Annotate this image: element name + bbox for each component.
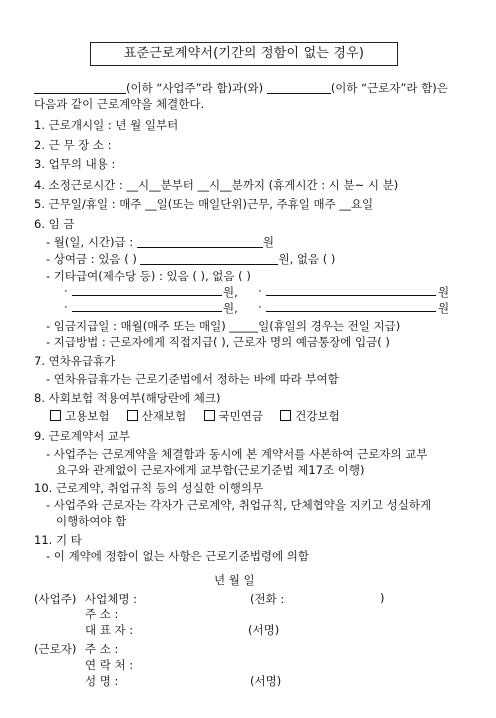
representative-field[interactable]: 대 표 자 : <box>85 623 134 637</box>
other-pay-blank-2[interactable] <box>266 283 436 296</box>
wage-blank[interactable] <box>137 235 263 248</box>
section-9-body-1: - 사업주는 근로계약을 체결함과 동시에 본 계약서를 사본하여 근로자의 교부 <box>46 447 428 461</box>
bullet: · <box>258 284 262 298</box>
other-pay-line: - 기타급여(제수당 등) : 있음 ( ), 없음 ( ) <box>46 269 251 283</box>
other-pay-blank-1[interactable] <box>72 283 222 296</box>
section-10-body-1: - 사업주와 근로자는 각자가 근로계약, 취업규칙, 단체협약을 지키고 성실하게 <box>46 498 432 512</box>
section-9-body-2: 요구와 관계없이 근로자에게 교부함(근로기준법 제17조 이행) <box>56 463 365 477</box>
payday-line: - 임금지급일 : 매월(매주 또는 매일) _____일(휴일의 경우는 전일 지급) <box>46 319 401 333</box>
section-2-workplace: 2. 근 무 장 소 : <box>34 138 112 152</box>
won-unit: 원, <box>223 301 238 315</box>
bullet: · <box>258 300 262 314</box>
section-6-heading: 6. 임 금 <box>34 217 75 231</box>
intro-line-1 <box>34 80 448 96</box>
won-unit: 원 <box>438 301 450 315</box>
other-pay-blank-3[interactable] <box>72 299 222 312</box>
section-11-body: - 이 계약에 정함이 없는 사항은 근로기준법령에 의함 <box>46 549 310 563</box>
employer-tag: (이하 “사업주”라 함)과(와) <box>126 81 264 95</box>
won-unit: 원 <box>438 285 450 299</box>
section-3-duties: 3. 업무의 내용 : <box>34 157 116 171</box>
worker-tag: (근로자) <box>34 642 77 656</box>
employer-signature[interactable]: (서명) <box>248 623 280 637</box>
section-5-workdays: 5. 근무일/휴일 : 매주 __일(또는 매일단위)근무, 주휴일 매주 __요일 <box>34 197 374 211</box>
checkbox[interactable] <box>280 410 291 421</box>
section-10-body-2: 이행하여야 함 <box>56 514 127 528</box>
employer-blank[interactable] <box>34 81 126 94</box>
document-title: 표준근로계약서(기간의 정함이 없는 경우) <box>90 42 398 66</box>
national-pension-option[interactable]: 국민연금 <box>204 409 263 423</box>
insurance-options <box>50 408 340 424</box>
worker-address-field[interactable]: 주 소 : <box>85 642 119 656</box>
section-1-start-date: 1. 근로개시일 : 년 월 일부터 <box>34 118 179 132</box>
industrial-accident-insurance-option[interactable]: 산재보험 <box>127 409 186 423</box>
wage-unit: 원 <box>262 235 274 249</box>
section-10-heading: 10. 근로계약, 취업규칙 등의 성실한 이행의무 <box>34 481 264 495</box>
payment-method-line: - 지급방법 : 근로자에게 직접지급( ), 근로자 명의 예금통장에 입금( ) <box>46 335 390 349</box>
section-7-heading: 7. 연차유급휴가 <box>34 354 116 368</box>
signing-date: 년 월 일 <box>214 573 255 587</box>
health-insurance-option[interactable]: 건강보험 <box>280 409 339 423</box>
bonus-line <box>46 251 335 267</box>
bonus-label: - 상여금 : 있음 ( ) <box>46 252 137 266</box>
intro-line-2: 다음과 같이 근로계약을 체결한다. <box>34 97 205 111</box>
employment-insurance-option[interactable]: 고용보험 <box>50 409 109 423</box>
won-unit: 원, <box>223 285 238 299</box>
employer-tag: (사업주) <box>34 592 77 606</box>
section-8-heading: 8. 사회보험 적용여부(해당란에 체크) <box>34 391 221 405</box>
wage-label: - 월(일, 시간)급 : <box>46 235 134 249</box>
section-11-heading: 11. 기 타 <box>34 533 82 547</box>
section-4-work-hours: 4. 소정근로시간 : __시__분부터 __시__분까지 (휴게시간 : 시 분~ 시 분) <box>34 178 399 192</box>
bonus-blank[interactable] <box>140 252 278 265</box>
worker-name-field[interactable]: 성 명 : <box>85 674 119 688</box>
worker-tag: (이하 “근로자”라 함)은 <box>330 81 448 95</box>
section-7-body: - 연차유급휴가는 근로기준법에서 정하는 바에 따라 부여함 <box>46 372 339 386</box>
other-pay-blank-4[interactable] <box>266 299 436 312</box>
phone-field[interactable]: (전화 : <box>250 592 285 606</box>
checkbox[interactable] <box>50 410 61 421</box>
wage-line <box>46 234 274 250</box>
section-9-heading: 9. 근로계약서 교부 <box>34 429 131 443</box>
checkbox[interactable] <box>127 410 138 421</box>
bonus-unit: 원, 없음 ( ) <box>278 252 336 266</box>
company-name-field[interactable]: 사업체명 : <box>85 592 137 606</box>
checkbox[interactable] <box>204 410 215 421</box>
worker-contact-field[interactable]: 연 락 처 : <box>85 658 134 672</box>
worker-blank[interactable] <box>267 81 331 94</box>
phone-close-paren: ) <box>380 591 385 605</box>
bullet: · <box>64 300 68 314</box>
worker-signature[interactable]: (서명) <box>250 674 282 688</box>
employer-address-field[interactable]: 주 소 : <box>85 607 119 621</box>
bullet: · <box>64 284 68 298</box>
